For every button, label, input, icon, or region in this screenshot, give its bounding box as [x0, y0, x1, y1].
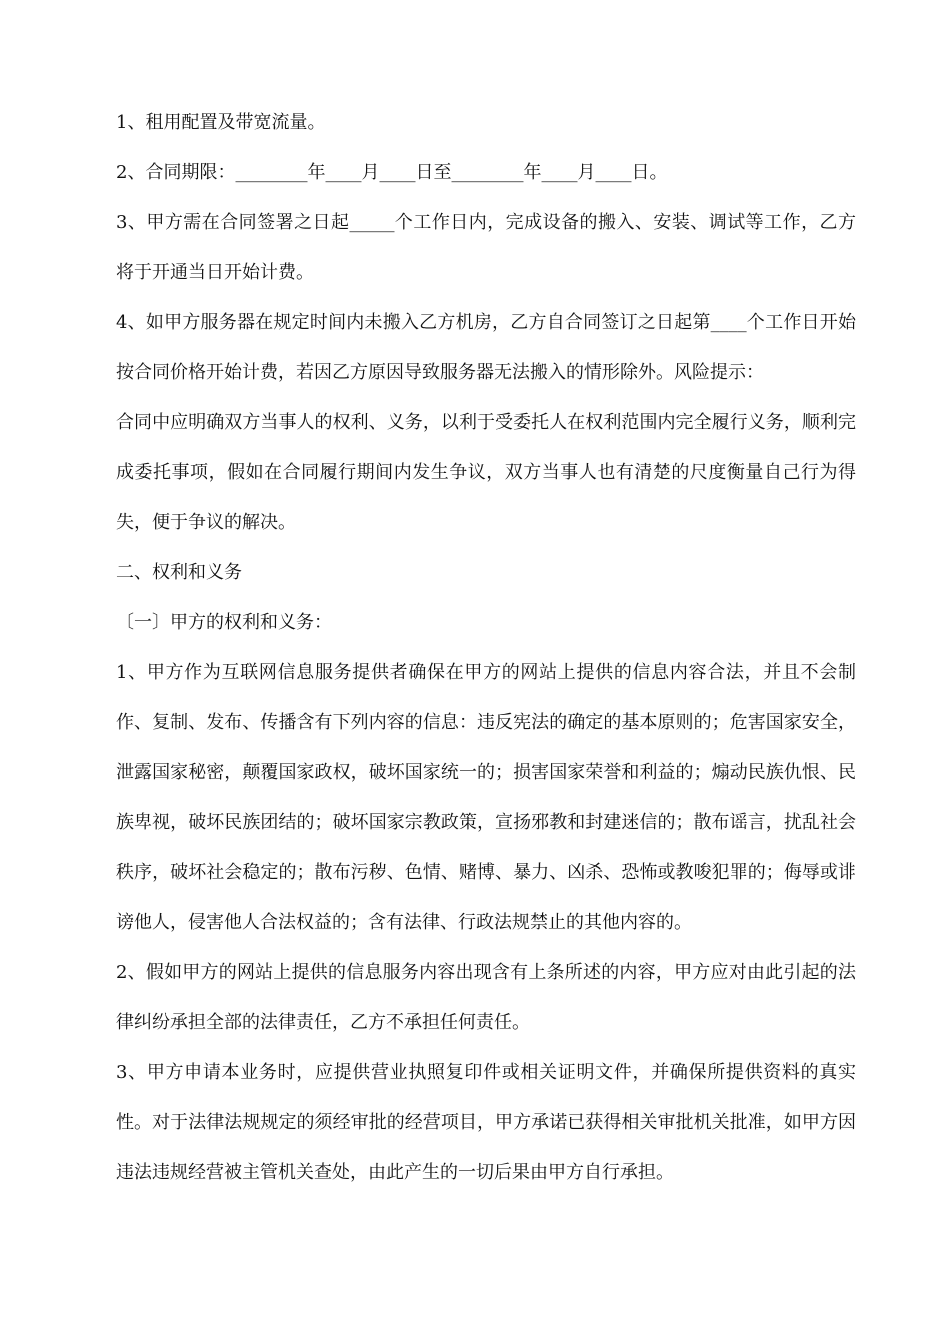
paragraph-billing-start: 4、如甲方服务器在规定时间内未搬入乙方机房，乙方自合同签订之日起第____个工作日开始按合同价格开始计费，若因乙方原因导致服务器无法搬入的情形除外。风险提示： — [116, 312, 856, 383]
paragraph-rental-config: 1、租用配置及带宽流量。 — [116, 112, 326, 133]
paragraph-risk-note: 合同中应明确双方当事人的权利、义务，以利于受委托人在权利范围内完全履行义务，顺利完成委托事项，假如在合同履行期间内发生争议，双方当事人也有清楚的尺度衡量自己行为得失，便于争议的解决。 — [116, 412, 856, 533]
paragraph-license-documents: 3、甲方申请本业务时，应提供营业执照复印件或相关证明文件，并确保所提供资料的真实性。对于法律法规规定的须经审批的经营项目，甲方承诺已获得相关审批机关批准，如甲方因违法违规经营被主管机关查处，由此产生的一切后果由甲方自行承担。 — [116, 1062, 856, 1183]
paragraph-contract-term: 2、合同期限：________年____月____日至________年____月____日。 — [116, 162, 668, 183]
section-heading-rights-obligations: 二、权利和义务 — [116, 562, 242, 583]
paragraph-content-legality: 1、甲方作为互联网信息服务提供者确保在甲方的网站上提供的信息内容合法，并且不会制作、复制、发布、传播含有下列内容的信息：违反宪法的确定的基本原则的；危害国家安全，泄露国家秘密，颠覆国家政权，破坏国家统一的；损害国家荣誉和利益的；煽动民族仇恨、民族卑视，破坏民族团结的；破坏国家宗教政策，宣扬邪教和封建迷信的；散布谣言，扰乱社会秩序，破坏社会稳定的；散布污秽、色情、赌博、暴力、凶杀、恐怖或教唆犯罪的；侮辱或诽谤他人，侵害他人合法权益的；含有法律、行政法规禁止的其他内容的。 — [116, 662, 856, 933]
subsection-heading-party-a: 〔一〕甲方的权利和义务： — [116, 612, 332, 633]
document-body — [116, 98, 856, 1198]
paragraph-legal-liability: 2、假如甲方的网站上提供的信息服务内容出现含有上条所述的内容，甲方应对由此引起的法律纠纷承担全部的法律责任，乙方不承担任何责任。 — [116, 962, 856, 1033]
paragraph-equipment-setup: 3、甲方需在合同签署之日起_____个工作日内，完成设备的搬入、安装、调试等工作，乙方将于开通当日开始计费。 — [116, 212, 856, 283]
